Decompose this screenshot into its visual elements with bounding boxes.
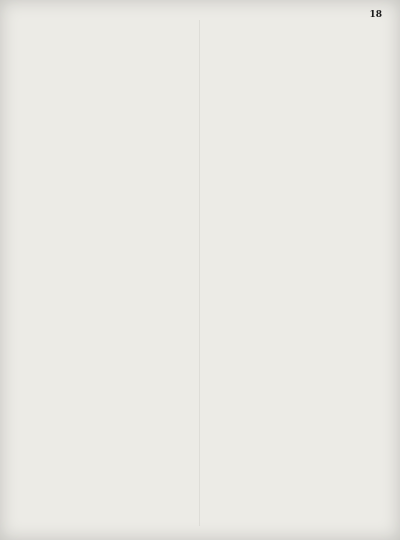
directory-entry — [210, 385, 382, 391]
directory-entry — [22, 347, 194, 353]
left-column — [22, 16, 194, 530]
directory-entry — [22, 493, 194, 499]
column-gutter — [199, 20, 200, 526]
right-column — [210, 16, 382, 530]
page-number: 18 — [369, 10, 382, 20]
directory-entry — [210, 246, 382, 252]
directory-entry — [22, 182, 194, 188]
directory-entry — [210, 493, 382, 499]
